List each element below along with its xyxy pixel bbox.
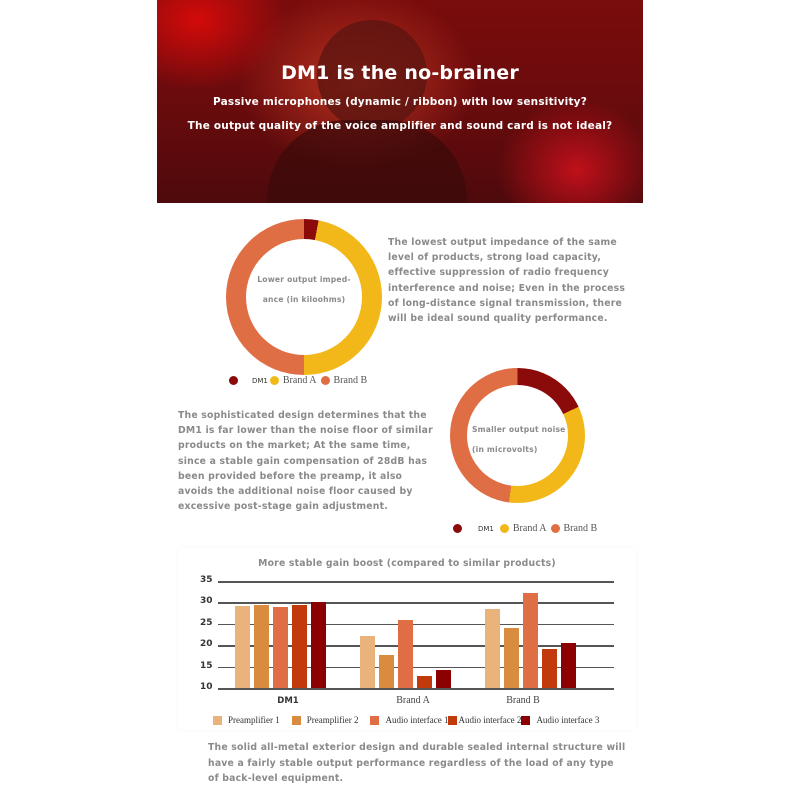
bar [436,670,451,688]
legend-item-audio-1 [370,715,448,725]
bar [485,609,500,688]
legend-label: Audio interface 2 [458,715,522,725]
legend-item-preamp-1 [213,715,280,725]
hero-banner [157,0,643,203]
noise-legend [453,523,601,534]
bar [235,606,250,688]
legend-dot-dm1-icon [229,376,238,385]
legend-label: Preamplifier 1 [228,715,280,725]
bar [504,628,519,688]
bar [360,636,375,688]
banner-title: DM1 is the no-brainer [281,62,519,84]
noise-description: The sophisticated design determines that the DM1 is far lower than the noise floor of similar products on the market; At the same time, since a stable gain compensation of 28dB has been provided before the preamp, it also avoids the additional noise floor caused by excessive post-stage gain adjustment. [178,410,433,513]
category-label-brand-b: Brand B [506,695,540,706]
y-tick-label: 15 [200,660,213,671]
noise-donut-label [472,420,582,460]
bar [523,593,538,688]
impedance-legend [229,375,371,386]
bar [542,649,557,688]
bar-chart-legend [213,715,611,725]
bar [561,643,576,688]
legend-label-brand-a: Brand A [282,375,317,386]
gain-description: The solid all-metal exterior design and durable sealed internal structure will have a fairly stable output performance regardless of the load of any type of back-level equipment. [208,742,626,784]
legend-dot-brand-a-icon [270,376,279,385]
legend-label: Audio interface 1 [385,715,449,725]
gridline [218,581,614,583]
legend-dot-brand-a-icon [500,524,509,533]
legend-dot-brand-b-icon [321,376,330,385]
impedance-description: The lowest output impedance of the same level of products, strong load capacity, effective suppression of radio frequency interference and noise; Even in the process of long-distance signal transmission, there will be ideal sound quality performance. [388,237,626,325]
bar-chart-title: More stable gain boost (compared to similar products) [258,558,556,569]
banner-subtitle-1: Passive microphones (dynamic / ribbon) with low sensitivity? [213,96,587,108]
bar [417,676,432,688]
legend-label-dm1: DM1 [478,524,494,533]
noise-label-line1: Smaller output noise [472,425,566,434]
legend-label-brand-a: Brand A [512,523,547,534]
bar [292,605,307,688]
category-label-brand-a: Brand A [396,695,430,706]
bar [398,620,413,688]
legend-swatch-icon [213,716,222,725]
legend-dot-dm1-icon [453,524,462,533]
category-label-dm1: DM1 [277,696,299,706]
legend-item-audio-2 [448,715,521,725]
legend-label-brand-b: Brand B [563,523,598,534]
bar [254,605,269,688]
legend-item-preamp-2 [292,715,359,725]
legend-swatch-icon [448,716,457,725]
legend-swatch-icon [521,716,530,725]
impedance-label-line2: ance (in kiloohms) [262,295,346,304]
y-tick-label: 35 [200,575,213,585]
legend-label: Audio interface 3 [536,715,600,725]
legend-label-brand-b: Brand B [333,375,368,386]
y-tick-label: 25 [200,617,213,628]
banner-subtitle-2: The output quality of the voice amplifier and sound card is not ideal? [187,120,613,132]
y-tick-label: 10 [200,682,213,692]
noise-label-line2: (in microvolts) [472,445,538,454]
legend-item-audio-3 [521,715,599,725]
gridline [218,602,614,604]
bar [311,602,326,688]
gridline [218,688,614,690]
legend-label-dm1: DM1 [252,376,268,385]
y-tick-label: 20 [200,639,213,650]
impedance-label-line1: Lower output imped- [257,275,351,284]
gain-bar-chart [178,548,636,730]
bar [379,655,394,688]
y-tick-label: 30 [200,596,213,607]
banner-photo-body [267,120,467,203]
legend-swatch-icon [370,716,379,725]
legend-swatch-icon [292,716,301,725]
impedance-donut-label [236,270,372,310]
legend-label: Preamplifier 2 [306,715,359,725]
bar [273,607,288,688]
legend-dot-brand-b-icon [551,524,560,533]
